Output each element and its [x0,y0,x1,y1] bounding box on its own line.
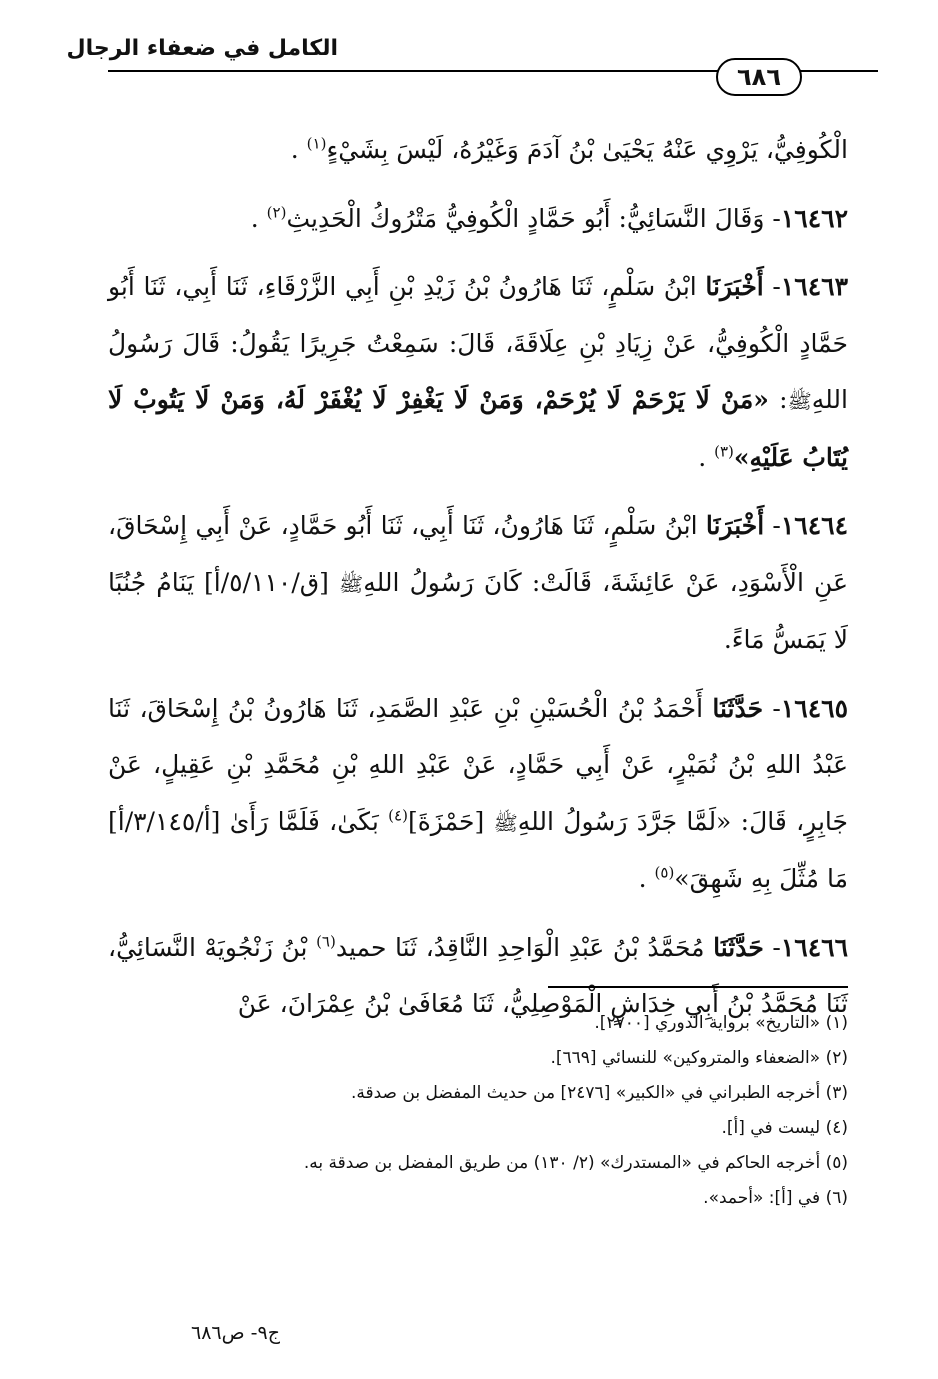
footnote-marker[interactable]: (٤) [388,806,408,825]
main-text [108,122,848,1045]
footnote-marker[interactable]: (١) [306,134,327,153]
salutation-glyph: ﷺ [493,810,518,835]
entry-number: ١٦٤٦٢ [780,203,848,233]
narration-keyword: حَدَّثَنَا [713,932,764,962]
footnote: (٢) «الضعفاء والمتروكين» للنسائي [٦٦٩]. [550,1048,848,1068]
entry-number: ١٦٤٦٦ [780,932,848,962]
narration-keyword: حَدَّثَنَا [712,693,764,723]
narration-keyword: أَخْبَرَنَا [705,511,765,540]
entry-number: ١٦٤٦٣ [780,272,848,301]
entry-number: ١٦٤٦٤ [780,511,848,540]
paragraph: ١٦٤٦٤- أَخْبَرَنَا ابْنُ سَلْمٍ، ثَنَا هَارُونُ، ثَنَا أَبِي، ثَنَا أَبُو حَمَّادٍ، عَنْ أَبِي إِسْحَاقَ، عَنِ الْأَسْوَدِ، عَنْ عَائِشَةَ، قَالَتْ: كَانَ رَسُولُ اللهِﷺ [ق/٥/١١٠/أ] يَنَامُ جُنُبًا لَا يَمَسُّ مَاءً. [108,511,848,654]
running-title: الكامل في ضعفاء الرجال [66,36,338,61]
footnote-separator [548,986,848,988]
paragraph: ١٦٤٦٣- أَخْبَرَنَا ابْنُ سَلْمٍ، ثَنَا هَارُونُ بْنُ زَيْدِ بْنِ أَبِي الزَّرْقَاءِ، ثَنَا أَبِي، ثَنَا أَبُو حَمَّادٍ الْكُوفِيُّ، عَنْ زِيَادِ بْنِ عِلَاقَةَ، قَالَ: سَمِعْتُ جَرِيرًا يَقُولُ: قَالَ رَسُولُ اللهِﷺ: «مَنْ لَا يَرْحَمْ لَا يُرْحَمْ، وَمَنْ لَا يَغْفِرْ لَا يُغْفَرْ لَهُ، وَمَنْ لَا يَتُوبْ لَا يُتَابُ عَلَيْهِ»$^{(٣)}$ . [108,272,848,472]
paragraph: ١٦٤٦٢- وَقَالَ النَّسَائِيُّ: أَبُو حَمَّادٍ الْكُوفِيُّ مَتْرُوكُ الْحَدِيثِ$^{(٢)}$ . [250,203,848,233]
footnotes [140,1006,848,1216]
page-number: ٦٨٦ [716,58,802,96]
salutation-glyph: ﷺ [787,389,812,413]
salutation-glyph: ﷺ [339,571,364,596]
hadith-text: «مَنْ لَا يَرْحَمْ لَا يُرْحَمْ، وَمَنْ لَا يَغْفِرْ لَا يُغْفَرْ لَهُ، وَمَنْ لَا يَتُوبْ لَا يُتَابُ عَلَيْهِ» [108,385,848,472]
manuscript-ref: [ق/٥/١١٠/أ] [204,567,329,597]
footnote: (٣) أخرجه الطبراني في «الكبير» [٢٤٧٦] من حديث المفضل بن صدقة. [350,1083,848,1103]
footnote: (١) «التاريخ» برواية الدوري [٢٧٠٠]. [594,1013,848,1033]
footnote: (٥) أخرجه الحاكم في «المستدرك» (٢/ ١٣٠) من طريق المفضل بن صدقة به. [303,1153,848,1173]
volume-page-reference: ج٩- ص٦٨٦ [191,1322,280,1344]
footnote-marker[interactable]: (٣) [714,442,734,461]
footnote-marker[interactable]: (٢) [266,203,287,222]
footnote: (٦) في [أ]: «أحمد». [703,1188,848,1208]
narration-keyword: أَخْبَرَنَا [705,272,764,301]
footnote-marker[interactable]: (٥) [654,863,675,882]
entry-number: ١٦٤٦٥ [780,693,848,723]
paragraph: ١٦٤٦٥- حَدَّثَنَا أَحْمَدُ بْنُ الْحُسَيْنِ بْنِ عَبْدِ الصَّمَدِ، ثَنَا هَارُونُ بْنُ إِسْحَاقَ، ثَنَا عَبْدُ اللهِ بْنُ نُمَيْرٍ، عَنْ أَبِي حَمَّادٍ، عَنْ عَبْدِ اللهِ بْنِ مُحَمَّدِ بْنِ عَقِيلٍ، عَنْ جَابِرٍ، قَالَ: «لَمَّا جَرَّدَ رَسُولُ اللهِﷺ [حَمْزَةَ]$^{(٤)}$ بَكَىٰ، فَلَمَّا رَأَىٰ [أ/٣/١٤٥/أ] مَا مُثِّلَ بِهِ شَهِقَ»$^{(٥)}$ . [108,693,849,893]
footnote-marker[interactable]: (٦) [316,932,336,951]
paragraph: الْكُوفِيُّ، يَرْوِي عَنْهُ يَحْيَىٰ بْنُ آدَمَ وَغَيْرُهُ، لَيْسَ بِشَيْءٍ$^{(١)}$ . [290,134,848,164]
paragraph: ١٦٤٦٦- حَدَّثَنَا مُحَمَّدُ بْنُ عَبْدِ الْوَاحِدِ النَّاقِدُ، ثَنَا حميد$^{(٦)}$ بْنُ زَنْجُويَهْ النَّسَائِيُّ، ثَنَا مُحَمَّدُ بْنُ أَبِي خِدَاشٍ الْمَوْصِلِيُّ، ثَنَا مُعَافَىٰ بْنُ عِمْرَانَ، عَنْ [108,932,848,1018]
manuscript-ref: [أ/٣/١٤٥/أ] [108,806,221,836]
footnote: (٤) ليست في [أ]. [721,1118,848,1138]
